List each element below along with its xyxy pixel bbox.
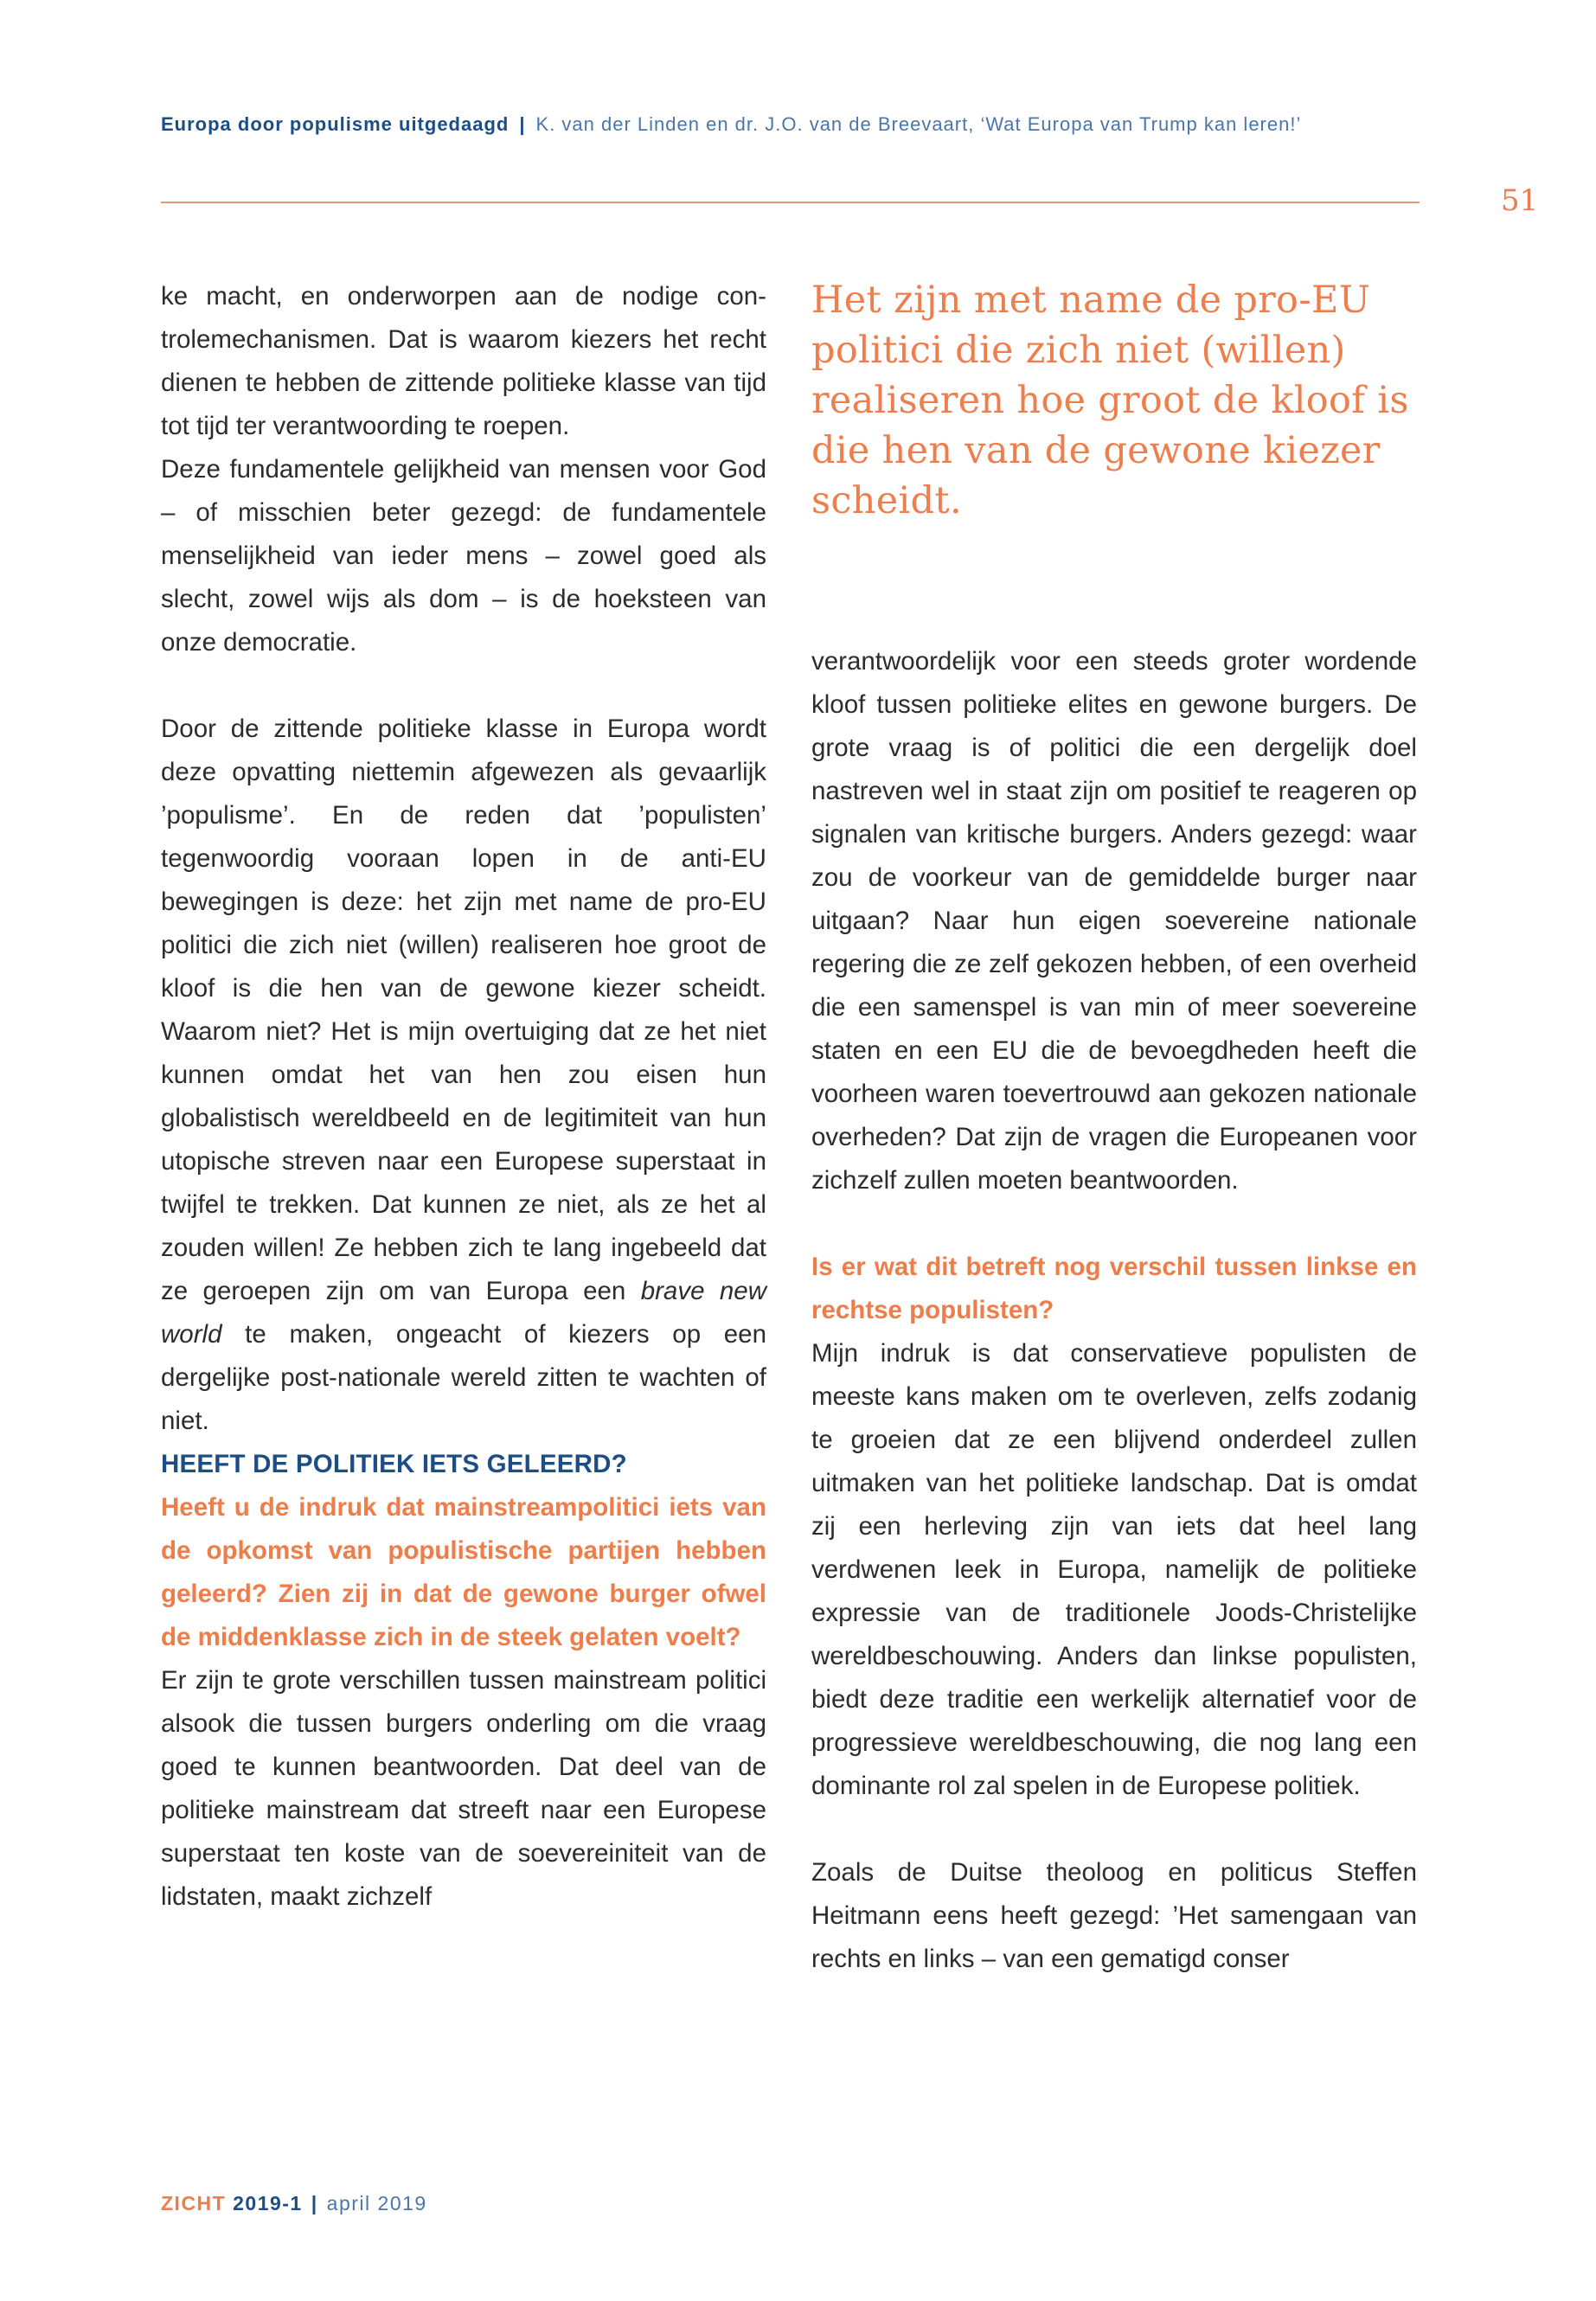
right-column	[811, 275, 1417, 1981]
left-paragraph-2: Deze fundamentele gelijkheid van mensen voor God – of misschien beter gezegd: de fundamentele menselijkheid van ieder mens – zowel goed als slecht, zowel wijs als dom – is de hoeksteen van onze democratie.	[161, 455, 766, 657]
right-paragraph-2: Mijn indruk is dat conservatieve populisten de meeste kans maken om te overleven, zelfs zodanig te groeien dat ze een blijvend onderdeel zullen uitmaken van het politieke landschap. Dat is omdat zij een herleving zijn van iets dat heel lang verdwenen leek in Europa, namelijk de politieke expressie van de traditionele Joods-Christelijke wereldbeschouwing. Anders dan linkse populisten, biedt deze traditie een werkelijk alternatief voor de progressieve wereldbeschouwing, die nog lang een dominante rol zal spelen in de Europese politiek.	[811, 1339, 1417, 1800]
interview-question-2: Is er wat dit betreft nog verschil tussen linkse en rechtse populisten?	[811, 1253, 1417, 1324]
italic-phrase: brave new world	[161, 1277, 767, 1349]
right-paragraph-3: Zoals de Duitse theoloog en politicus Steffen Heitmann eens heeft gezegd: ’Het samengaan van rechts en links – van een gematigd conser	[811, 1858, 1417, 1973]
left-column	[161, 275, 766, 1919]
article-authors-title: K. van der Linden en dr. J.O. van de Breevaart, ‘Wat Europa van Trump kan leren!’	[535, 113, 1302, 135]
footer-separator: |	[311, 2192, 318, 2214]
left-paragraph-4: Er zijn te grote verschillen tussen mainstream politici alsook die tussen burgers onderling om die vraag goed te kunnen beantwoorden. Dat deel van de politieke mainstream dat streeft naar een Europese superstaat ten koste van de soevereiniteit van de lidstaten, maakt zichzelf	[161, 1666, 766, 1911]
running-header	[161, 113, 1424, 136]
issue-number: 2019-1	[233, 2192, 303, 2214]
publication-title: Europa door populisme uitgedaagd	[161, 113, 510, 135]
header-separator: |	[519, 113, 526, 135]
header-rule	[161, 202, 1420, 203]
running-footer	[161, 2192, 427, 2215]
issue-date: april 2019	[326, 2192, 427, 2214]
interview-question-1: Heeft u de indruk dat mainstreampolitici iets van de opkomst van populistische partijen hebben geleerd? Zien zij in dat de gewone burger ofwel de middenklasse zich in de steek gelaten voelt?	[161, 1493, 766, 1651]
right-paragraph-1: verantwoordelijk voor een steeds groter wordende kloof tussen politieke elites en gewone burgers. De grote vraag is of politici die een dergelijk doel nastreven wel in staat zijn om positief te reageren op signalen van kritische burgers. Anders gezegd: waar zou de voorkeur van de gemiddelde burger naar uitgaan? Naar hun eigen soevereine nationale regering die ze zelf gekozen hebben, of een overheid die een samenspel is van min of meer soevereine staten en een EU die de bevoegdheden heeft die voorheen waren toevertrouwd aan gekozen nationale overheden? Dat zijn de vragen die Europeanen voor zichzelf zullen moeten beantwoorden.	[811, 647, 1417, 1195]
pull-quote: Het zijn met name de pro-EU politici die zich niet (willen) realiseren hoe groot de kloof is die hen van de gewone kiezer scheidt.	[811, 279, 1409, 522]
section-heading: HEEFT DE POLITIEK IETS GELEERD?	[161, 1450, 627, 1478]
magazine-name: ZICHT	[161, 2192, 227, 2214]
left-paragraph-3-text-a: Door de zittende politieke klasse in Europa wordt deze opvatting niettemin afgewezen als gevaarlijk ’populisme’. En de reden dat ’populisten’ tegenwoordig vooraan lopen in de anti-EU bewegingen is deze: het zijn met name de pro-EU politici die zich niet (willen) realiseren hoe groot de kloof is die hen van de gewone kiezer scheidt. Waarom niet? Het is mijn overtuiging dat ze het niet kunnen omdat het van hen zou eisen hun globalistisch wereldbeeld en de legitimiteit van hun utopische streven naar een Europese superstaat in twijfel te trekken. Dat kunnen ze niet, als ze het al zouden willen! Ze hebben zich te lang ingebeeld dat ze geroepen zijn om van Europa een	[161, 715, 766, 1305]
left-paragraph-1: ke macht, en onderworpen aan de nodige controlemechanismen. Dat is waarom kiezers het recht dienen te hebben de zittende politieke klasse van tijd tot tijd ter verantwoording te roepen.	[161, 282, 766, 440]
left-paragraph-3-text-b: te maken, ongeacht of kiezers op een dergelijke post-nationale wereld zitten te wachten of niet.	[161, 1320, 766, 1435]
left-paragraph-3	[161, 708, 766, 1443]
page-number: 51	[1501, 183, 1539, 218]
